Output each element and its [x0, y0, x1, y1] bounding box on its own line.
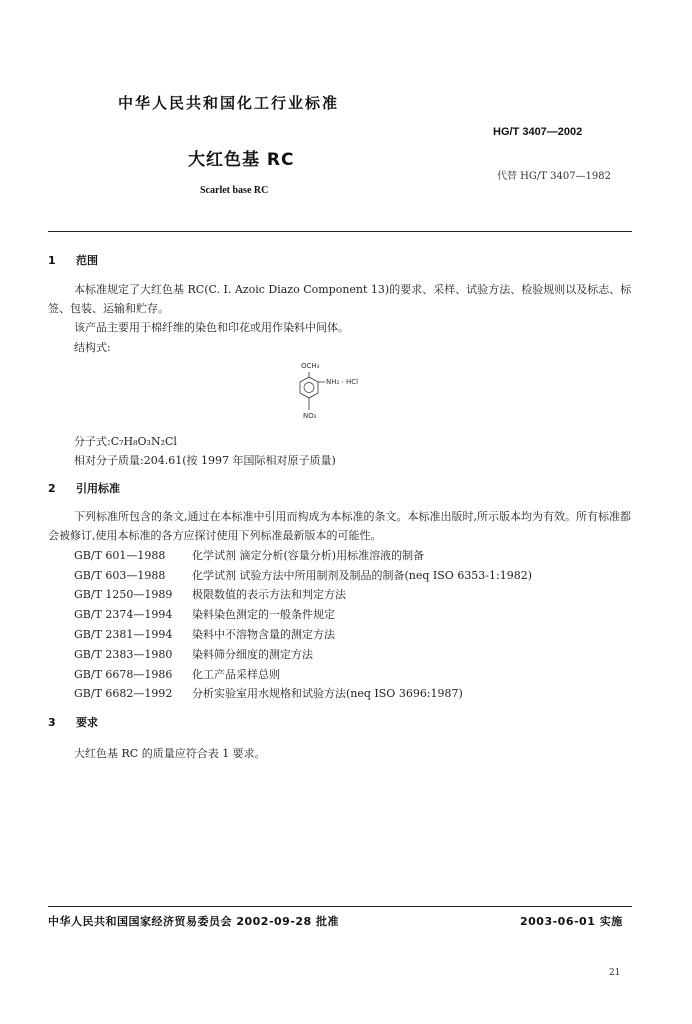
section-3-heading [48, 714, 98, 730]
reference-code: GB/T 603—1988 [74, 569, 166, 582]
reference-code: GB/T 6682—1992 [74, 687, 173, 700]
standard-code: HG/T 3407—2002 [493, 126, 583, 138]
section-title: 范围 [76, 254, 98, 267]
reference-title: 化学试剂 试验方法中所用制剂及制品的制备(neq ISO 6353-1:1982) [192, 569, 533, 582]
reference-item [74, 645, 313, 664]
reference-title: 极限数值的表示方法和判定方法 [192, 588, 346, 601]
molecular-formula: 分子式:C₇H₈O₃N₂Cl [74, 435, 177, 448]
reference-code: GB/T 6678—1986 [74, 668, 173, 681]
section-1-heading [48, 252, 98, 268]
header-divider [48, 231, 632, 232]
reference-code: GB/T 2374—1994 [74, 608, 173, 621]
section-number: 2 [48, 482, 56, 495]
reference-item [74, 566, 532, 585]
reference-item [74, 625, 335, 644]
standard-title: 中华人民共和国化工行业标准 [118, 94, 340, 112]
approval-issuer: 中华人民共和国国家经济贸易委员会 2002-09-28 批准 [48, 915, 340, 928]
replaces-note: 代替 HG/T 3407—1982 [497, 171, 612, 182]
amine-hydrochloride-group: NH₂ · HCl [326, 378, 359, 386]
section-2-heading [48, 480, 120, 496]
section-number: 3 [48, 716, 56, 729]
section-title: 引用标准 [76, 482, 120, 495]
scope-paragraph-2: 该产品主要用于棉纤维的染色和印花或用作染料中间体。 [74, 321, 349, 334]
page-number: 21 [609, 968, 621, 978]
reference-item [74, 665, 280, 684]
requirements-paragraph: 大红色基 RC 的质量应符合表 1 要求。 [74, 747, 266, 760]
effective-date: 2003-06-01 实施 [520, 915, 623, 928]
references-intro: 下列标准所包含的条文,通过在本标准中引用而构成为本标准的条文。本标准出版时,所示版本均为有效。所有标准都会被修订,使用本标准的各方应探讨使用下列标准最新版本的可能性。 [48, 510, 631, 542]
reference-code: GB/T 1250—1989 [74, 588, 173, 601]
structural-formula [292, 362, 412, 430]
reference-title: 染料中不溶物含量的测定方法 [192, 628, 335, 641]
structure-label: 结构式: [74, 341, 111, 354]
reference-title: 染料筛分细度的测定方法 [192, 648, 313, 661]
reference-code: GB/T 601—1988 [74, 549, 166, 562]
nitro-group: NO₂ [303, 412, 317, 420]
section-title: 要求 [76, 716, 98, 729]
methoxy-group: OCH₃ [301, 362, 320, 370]
english-subtitle: Scarlet base RC [200, 185, 269, 196]
section-number: 1 [48, 254, 56, 267]
reference-title: 化工产品采样总则 [192, 668, 280, 681]
scope-paragraph-1: 本标准规定了大红色基 RC(C. I. Azoic Diazo Component 13)的要求、采样、试验方法、检验规则以及标志、标签、包装、运输和贮存。 [48, 283, 632, 315]
reference-title: 染料染色测定的一般条件规定 [192, 608, 335, 621]
molecular-mass: 相对分子质量:204.61(按 1997 年国际相对原子质量) [74, 454, 336, 467]
reference-title: 化学试剂 滴定分析(容量分析)用标准溶液的制备 [192, 549, 425, 562]
reference-code: GB/T 2381—1994 [74, 628, 173, 641]
reference-item [74, 605, 335, 624]
reference-item [74, 546, 424, 565]
reference-item [74, 585, 346, 604]
reference-title: 分析实验室用水规格和试验方法(neq ISO 3696:1987) [192, 687, 463, 700]
footer-divider [48, 906, 632, 907]
document-title: 大红色基 RC [188, 150, 295, 170]
reference-item [74, 684, 463, 703]
reference-code: GB/T 2383—1980 [74, 648, 173, 661]
